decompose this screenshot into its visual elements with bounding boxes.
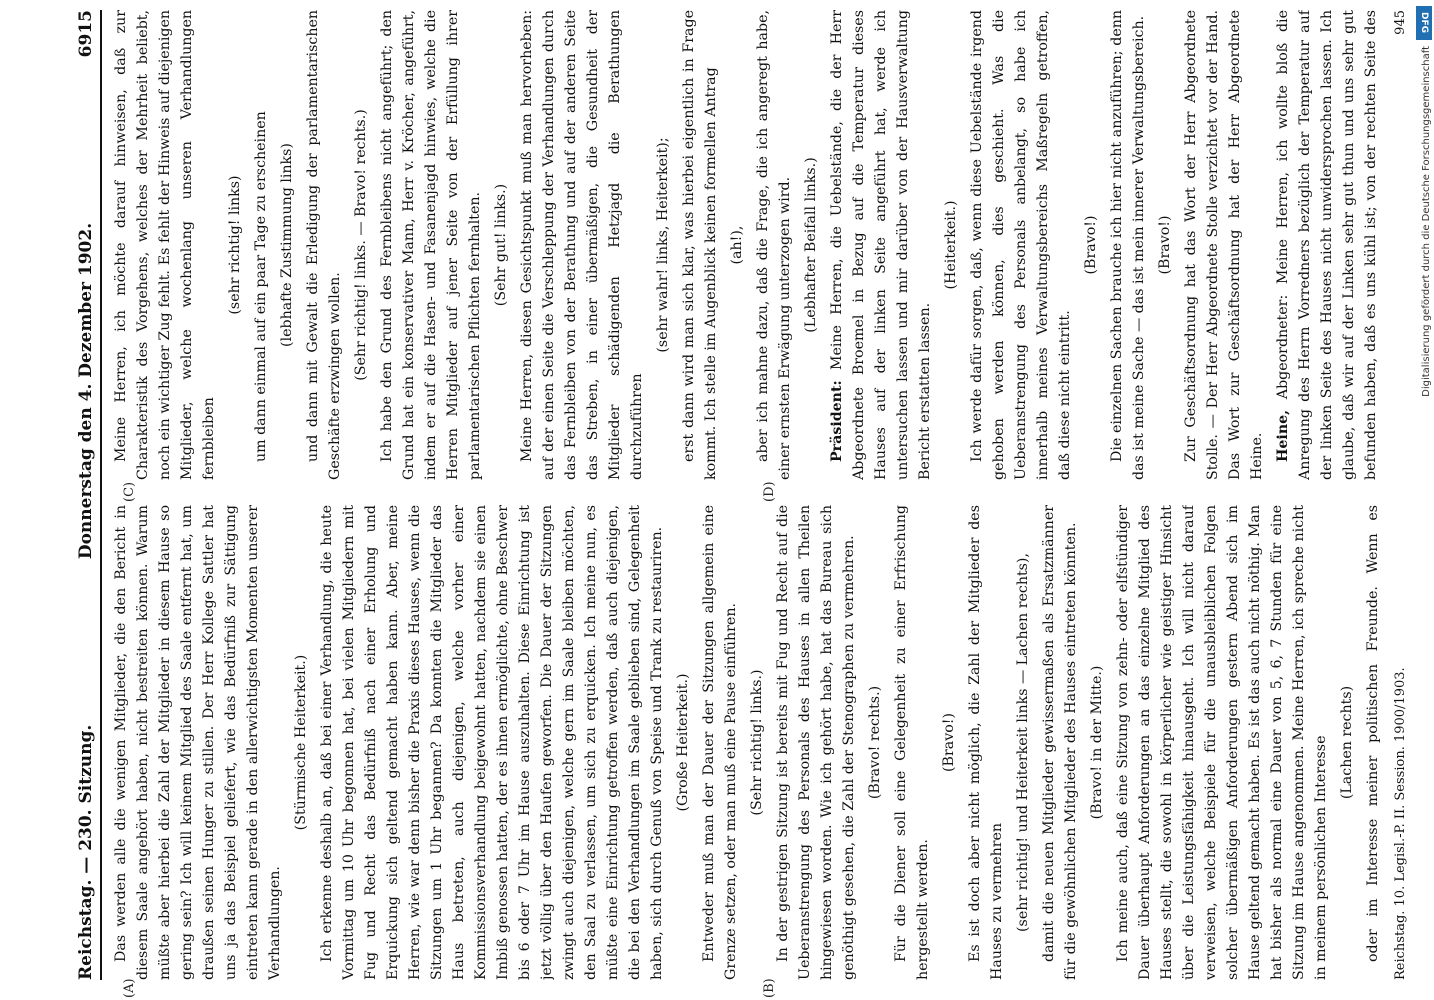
dfg-logo: DFG (1416, 6, 1432, 40)
paragraph: Ich werde dafür sorgen, daß, wenn diese Uebelstände irgend gehoben werden können, dies geschieht. Was die Ueberanstrengung des Personals anbelangt, so habe ich innerhalb meines Verwaltungsbereichs Maßregeln getroffen, daß diese nicht eintritt. (969, 10, 1073, 480)
paragraph: oder im Interesse meiner politischen Freunde. Wenn es (1365, 505, 1381, 962)
right-column (110, 10, 1382, 480)
speech-paragraph (1272, 10, 1382, 480)
interjection: (Bravo! in der Mitte.) (1089, 665, 1105, 820)
footer-session: Reichstag. 10. Legisl.-P. II. Session. 1900/1903. (1393, 667, 1408, 980)
margin-marker-a: (A) (122, 978, 137, 998)
speaker-name: Heine, (1275, 409, 1291, 462)
speech-paragraph (826, 10, 936, 480)
margin-marker-d: (D) (762, 481, 777, 502)
paragraph: Ich habe den Grund des Fernbleibens nicht angeführt; den Grund hat ein konservativer Mann, Herr v. Kröcher, angeführt, indem er auf die Hasen- und Fasanenjagd hinwies, welche die Herren Mitglieder auf jener Seite von der Erfüllung ihrer parlamentarischen Pflichten fernhalten. (379, 10, 483, 480)
paragraph: Meine Herren, diesen Gesichtspunkt muß man hervorheben: auf der einen Seite die Verschleppung der Verhandlungen durch das Fernbleiben von der Berathung und auf der anderen Seite das Streben, in einer übermäßigen, die Gesundheit der Mitglieder schädigenden Hetzjagd die Berathungen durchzuführen (519, 10, 645, 480)
interjection: (Bravo!) (941, 713, 957, 772)
interjection: (ah!), (729, 225, 745, 265)
header-date: Donnerstag den 4. Dezember 1902. (76, 222, 96, 560)
interjection: (sehr richtig! und Heiterkeit links — Lachen rechts), (1015, 553, 1031, 932)
interjection: (Heiterkeit.) (943, 200, 959, 290)
paragraph: Ich erkenne deshalb an, daß bei einer Verhandlung, die heute Vormittag um 10 Uhr begonnen hat, bei vielen Mitgliedern mit Fug und Recht das Bedürfniß nach einer Erholung und Erquickung sich geltend gemacht haben kann. Aber, meine Herren, wie war denn bisher die Praxis dieses Hauses, wenn die Sitzungen um 1 Uhr begannen? Da konnten die Mitglieder das Haus betreten, auch diejenigen, welche vorher einer Kommissionsverhandlung beigewohnt hatten, nachdem sie einen Imbiß genossen hatten, der es ihnen ermöglichte, ohne Beschwer bis 6 oder 7 Uhr im Hause auszuhalten. Diese Einrichtung ist jetzt völlig über den Haufen geworfen. Die Dauer der Sitzungen zwingt auch diejenigen, welche gern im Saale bleiben möchten, den Saal zu verlassen, um sich zu erquicken. Ich meine nun, es müßte eine Einrichtung getroffen werden, daß auch diejenigen, die bei den Verhandlungen im Saale geblieben sind, Gelegenheit haben, sich durch Genuß von Speise und Trank zu restauriren. (319, 505, 665, 980)
paragraph: Es ist doch aber nicht möglich, die Zahl der Mitglieder des Hauses zu vermehren (967, 505, 1005, 980)
speech-text: Abgeordneter: Meine Herren, ich wollte bloß die Anregung des Herrn Vorredners bezüglich der Temperatur auf der linken Seite des Hauses nicht unwidersprochen lassen. Ich glaube, daß wir auf der Linken sehr gut thun und uns sehr gut befunden haben, daß es uns kühl ist; von der rechten Seite des (1275, 10, 1379, 480)
paragraph: Die einzelnen Sachen brauche ich hier nicht anzuführen; denn das ist meine Sache — das ist mein innerer Verwaltungsbereich. (1109, 10, 1147, 480)
page-footer (1393, 10, 1408, 980)
credit-text: Digitalisierung gefördert durch die Deutsche Forschungsgemeinschaft (1421, 46, 1432, 397)
interjection: (Bravo!) (1157, 215, 1173, 275)
speech-text: Meine Herren, die Uebelstände, die der Herr Abgeordnete Broemel in Bezug auf die Temperatur dieses Hauses auf der linken Seite angeführt hat, werde ich untersuchen lassen und mir darüber von der Hausverwaltung Bericht erstatten lassen. (829, 10, 933, 480)
paragraph: erst dann wird man sich klar, was hierbei eigentlich in Frage kommt. Ich stelle im Augenblick keinen formellen Antrag (681, 10, 719, 480)
interjection: (Bravo! rechts.) (867, 685, 883, 800)
interjection: (sehr richtig! links) (227, 175, 243, 315)
footer-sheet-number: 945 (1393, 10, 1408, 35)
interjection: (Sehr richtig! links.) (749, 669, 765, 816)
paragraph: Meine Herren, ich möchte darauf hinweisen, daß zur Charakteristik des Vorgehens, welches der Mehrheit beliebt, noch ein wichtiger Zug fehlt. Es fehlt der Hinweis auf diejenigen Mitglieder, welche wochenlang unseren Verhandlungen fernbleiben (113, 10, 217, 480)
paragraph: damit die neuen Mitglieder gewissermaßen als Ersatzmänner für die gewöhnlichen Mitglieder des Hauses eintreten könnten. (1041, 505, 1079, 980)
paragraph: aber ich mahne dazu, daß die Frage, die ich angeregt habe, einer ernsten Erwägung unterzogen wird. (755, 10, 793, 480)
page-header (62, 10, 102, 980)
paragraph: In der gestrigen Sitzung ist bereits mit Fug und Recht auf die Ueberanstrengung des Personals des Hauses in allen Theilen hingewiesen worden. Wie ich gehört habe, hat das Bureau sich genöthigt gesehen, die Zahl der Stenographen zu vermehren. (775, 505, 857, 980)
interjection: (Sehr gut! links.) (493, 183, 509, 307)
margin-marker-b: (B) (762, 978, 777, 998)
interjection: (Lachen rechts) (1339, 685, 1355, 800)
header-left: Reichstag. — 230. Sitzung. (76, 724, 96, 980)
paragraph: Entweder muß man der Dauer der Sitzungen allgemein eine Grenze setzen, oder man muß eine Pause einführen. (701, 505, 739, 980)
margin-marker-c: (C) (122, 481, 137, 502)
interjection: (Sehr richtig! links. — Bravo! rechts.) (353, 109, 369, 381)
paragraph: Das werden alle die wenigen Mitglieder, die den Bericht in diesem Saale angehört haben, nicht bestreiten können. Warum müßte aber hierbei die Zahl der Mitglieder in diesem Hause so gering sein? Ich will keinem Mitglied des Saale entfernt hat, um draußen seinen Hunger zu stillen. Der Herr Kollege Sattler hat uns ja das Beispiel geliefert, wie das Bedürfniß zur Sättigung eintreten kann gerade in den allerwichtigsten Momenten unserer Verhandlungen. (113, 505, 283, 980)
digitization-credit (1414, 0, 1434, 1000)
paragraph: Zur Geschäftsordnung hat das Wort der Herr Abgeordnete Stolle. — Der Herr Abgeordnete Stolle verzichtet vor der Hand. Das Wort zur Geschäftsordnung hat der Herr Abgeordnete Heine. (1183, 10, 1265, 480)
paragraph: und dann mit Gewalt die Erledigung der parlamentarischen Geschäfte erzwingen wollen. (305, 10, 343, 480)
interjection: (Bravo!) (1083, 215, 1099, 275)
rotated-document-page (62, 0, 1408, 1000)
paragraph: Für die Diener soll eine Gelegenheit zu einer Erfrischung hergestellt werden. (893, 505, 931, 980)
interjection: (lebhafte Zustimmung links) (279, 143, 295, 347)
interjection: (Große Heiterkeit.) (675, 673, 691, 812)
interjection: (Stürmische Heiterkeit.) (293, 654, 309, 831)
paragraph: Ich meine auch, daß eine Sitzung von zehn- oder elfstündiger Dauer überhaupt Anforderungen an das einzelne Mitglied des Hauses stellt, die sowohl in körperlicher wie geistiger Hinsicht über die Leistungsfähigkeit hinausgeht. Ich will nicht darauf verweisen, welche Beispiele für die unausbleiblichen Folgen solcher übermäßigen Anforderungen gestern Abend sich im Hause geltend gemacht haben. Es ist das auch nicht nöthig. Man hat bisher als normal eine Dauer von 5, 6, 7 Stunden für eine Sitzung im Hause angenommen. Meine Herren, ich spreche nicht in meinem persönlichen Interesse (1115, 505, 1329, 980)
page-number: 6915 (76, 10, 96, 58)
left-column (110, 505, 1382, 980)
paragraph: um dann einmal auf ein paar Tage zu erscheinen (253, 111, 269, 462)
speaker-name: Präsident: (829, 380, 845, 462)
interjection: (Lebhafter Beifall links.) (803, 157, 819, 333)
interjection: (sehr wahr! links, Heiterkeit); (655, 137, 671, 353)
